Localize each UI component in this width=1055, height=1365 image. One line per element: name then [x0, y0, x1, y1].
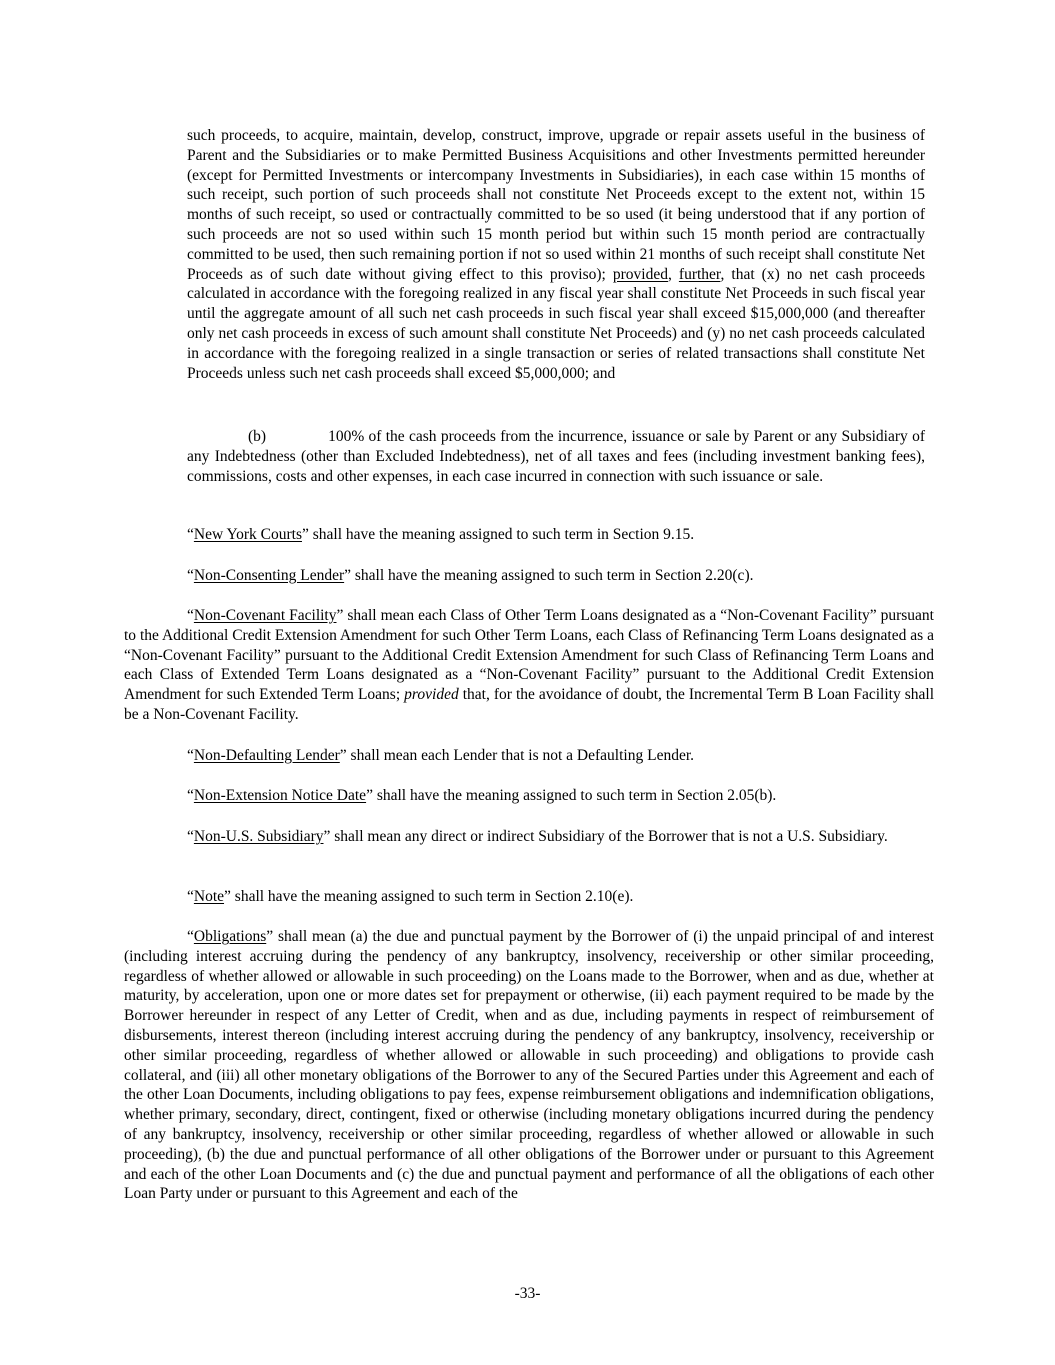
definition-text: ” shall mean (a) the due and punctual payment by the Borrower of (i) the unpaid principal of and interest (including interest accruing during the pendency of any bankruptcy, insolvency, receivership or other similar proceeding, regardless of whether allowed or allowable in such proceeding) on the Loans made to the Borrower, when and as due, whether at maturity, by acceleration, upon one or more dates set for prepayment or otherwise, (ii) each payment required to be made by the Borrower hereunder in respect of any Letter of Credit, when and as due, including payments in respect of reimbursement of disbursements, interest thereon (including interest accruing during the pendency of any bankruptcy, insolvency, receivership or other similar proceeding, regardless of whether allowed or allowable in such proceeding) and obligations to provide cash collateral, and (iii) all other monetary obligations of the Borrower to any of the Secured Parties under this Agreement and each of the other Loan Documents, including obligations to pay fees, expense reimbursement obligations and indemnification obligations, whether primary, secondary, direct, contingent, fixed or otherwise (including monetary obligations incurred during the pendency of any bankruptcy, insolvency, receivership or other similar proceeding, regardless of whether allowed or allowable in such proceeding), (b) the due and punctual performance of all other obligations of the Borrower under or pursuant to this Agreement and each of the other Loan Documents and (c) the due and punctual payment and performance of all the obligations of each other Loan Party under or pursuant to this Agreement and each of the	[124, 928, 934, 1203]
definition-non-defaulting-lender: “Non-Defaulting Lender” shall mean each Lender that is not a Defaulting Lender.	[187, 747, 695, 764]
definition-note: “Note” shall have the meaning assigned to such term in Section 2.10(e).	[187, 888, 634, 905]
defined-term: Note	[193, 888, 225, 905]
defined-term: Non-U.S. Subsidiary	[193, 828, 324, 845]
defined-term: New York Courts	[193, 526, 302, 543]
defined-term: Non-Consenting Lender	[193, 567, 345, 584]
defined-term: Obligations	[193, 928, 267, 945]
clause-b-paragraph	[187, 427, 925, 486]
definition-text: ” shall mean each Lender that is not a Defaulting Lender.	[339, 747, 695, 764]
clause-text: 100% of the cash proceeds from the incurrence, issuance or sale by Parent or any Subsidiary of any Indebtedness (other than Excluded Indebtedness), net of all taxes and fees (including investment banking fees), commissions, costs and other expenses, in each case incurred in connection with such issuance or sale.	[187, 428, 925, 485]
definition-obligations: “Obligations” shall mean (a) the due and punctual payment by the Borrower of (i) the unpaid principal of and interest (including interest accruing during the pendency of any bankruptcy, insolvency, receivership or other similar proceeding, regardless of whether allowed or allowable in such proceeding) on the Loans made to the Borrower, when and as due, whether at maturity, by acceleration, upon one or more dates set for prepayment or otherwise, (ii) each payment required to be made by the Borrower hereunder in respect of any Letter of Credit, when and as due, including payments in respect of reimbursement of disbursements, interest thereon (including interest accruing during the pendency of any bankruptcy, insolvency, receivership or other similar proceeding, regardless of whether allowed or allowable in such proceeding) and obligations to provide cash collateral, and (iii) all other monetary obligations of the Borrower to any of the Secured Parties under this Agreement and each of the other Loan Documents, including obligations to pay fees, expense reimbursement obligations and indemnification obligations, whether primary, secondary, direct, contingent, fixed or otherwise (including monetary obligations incurred during the pendency of any bankruptcy, insolvency, receivership or other similar proceeding, regardless of whether allowed or allowable in such proceeding), (b) the due and punctual performance of all other obligations of the Borrower under or pursuant to this Agreement and each of the other Loan Documents and (c) the due and punctual payment and performance of all the obligations of each other Loan Party under or pursuant to this Agreement and each of the	[124, 928, 934, 1203]
definition-text: ” shall mean any direct or indirect Subsidiary of the Borrower that is not a U.S. Subsidiary.	[323, 828, 888, 845]
definition-non-us-subsidiary: “Non-U.S. Subsidiary” shall mean any direct or indirect Subsidiary of the Borrower that is not a U.S. Subsidiary.	[187, 828, 888, 845]
page-number: -33-	[514, 1285, 541, 1302]
definition-text: ” shall have the meaning assigned to such term in Section 2.05(b).	[366, 787, 777, 804]
further-term: further	[678, 265, 721, 283]
clause-label: (b)	[248, 428, 267, 445]
definition-non-covenant-facility: “Non-Covenant Facility” shall mean each Class of Other Term Loans designated as a “Non-Covenant Facility” pursuant to the Additional Credit Extension Amendment for such Other Term Loans, each Class of Refinancing Term Loans designated as a “Non-Covenant Facility” pursuant to the Additional Credit Extension Amendment for such Class of Refinancing Term Loans and each Class of Extended Term Loans designated as a “Non-Covenant Facility” pursuant to the Additional Credit Extension Amendment for such Extended Term Loans; provided that, for the avoidance of doubt, the Incremental Term B Loan Facility shall be a Non-Covenant Facility.	[124, 607, 935, 723]
definition-non-extension-notice-date: “Non-Extension Notice Date” shall have the meaning assigned to such term in Section 2.05(b).	[187, 787, 777, 804]
provided-term: provided	[612, 265, 668, 283]
definition-text: ” shall have the meaning assigned to such term in Section 2.20(c).	[344, 567, 754, 584]
definition-text: that, for the avoidance of doubt, the Incremental Term B Loan Facility shall be a Non-Covenant Facility.	[124, 686, 935, 723]
definition-text: ” shall mean each Class of Other Term Loans designated as a “Non-Covenant Facility” pursuant to the Additional Credit Extension Amendment for such Other Term Loans, each Class of Refinancing Term Loans designated as a “Non-Covenant Facility” pursuant to the Additional Credit Extension Amendment for such Class of Refinancing Term Loans and each Class of Extended Term Loans designated as a “Non-Covenant Facility” pursuant to the Additional Credit Extension Amendment for such Extended Term Loans;	[124, 607, 934, 704]
defined-term: Non-Extension Notice Date	[193, 787, 367, 804]
definition-text: ” shall have the meaning assigned to such term in Section 2.10(e).	[224, 888, 634, 905]
paragraph-text: such proceeds, to acquire, maintain, develop, construct, improve, upgrade or repair assets useful in the business of Parent and the Subsidiaries or to make Permitted Business Acquisitions and other Investments permitted hereunder (except for Permitted Investments or intercompany Investments in Subsidiaries), in each case within 15 months of such receipt, such portion of such proceeds shall not constitute Net Proceeds except to the extent not, within 15 months of such receipt, so used or contractually committed to be so used (it being understood that if any portion of such proceeds are not so used within such 15 month period but within such 15 month period are contractually committed to be used, then such remaining portion if not so used within 21 months of such receipt shall constitute Net Proceeds as of such date without giving effect to this proviso);	[187, 127, 925, 283]
definition-non-consenting-lender: “Non-Consenting Lender” shall have the meaning assigned to such term in Section 2.20(c).	[187, 567, 754, 584]
defined-term: Non-Defaulting Lender	[193, 747, 340, 764]
definition-new-york-courts: “New York Courts” shall have the meaning assigned to such term in Section 9.15.	[187, 526, 695, 543]
separator-text: ,	[667, 265, 679, 283]
defined-term: Non-Covenant Facility	[193, 607, 337, 624]
definition-text: ” shall have the meaning assigned to such term in Section 9.15.	[301, 526, 695, 543]
paragraph-text: , that (x) no net cash proceeds calculated in accordance with the foregoing realized in any fiscal year shall constitute Net Proceeds in such fiscal year until the aggregate amount of all such net cash proceeds in such fiscal year shall exceed $15,000,000 (and thereafter only net cash proceeds in excess of such amount shall constitute Net Proceeds) and (y) no net cash proceeds calculated in accordance with the foregoing realized in a single transaction or series of related transactions shall constitute Net Proceeds unless such net cash proceeds shall exceed $5,000,000; and	[187, 265, 925, 382]
net-proceeds-continuation-paragraph	[187, 126, 925, 383]
provided-term: provided	[404, 686, 459, 704]
